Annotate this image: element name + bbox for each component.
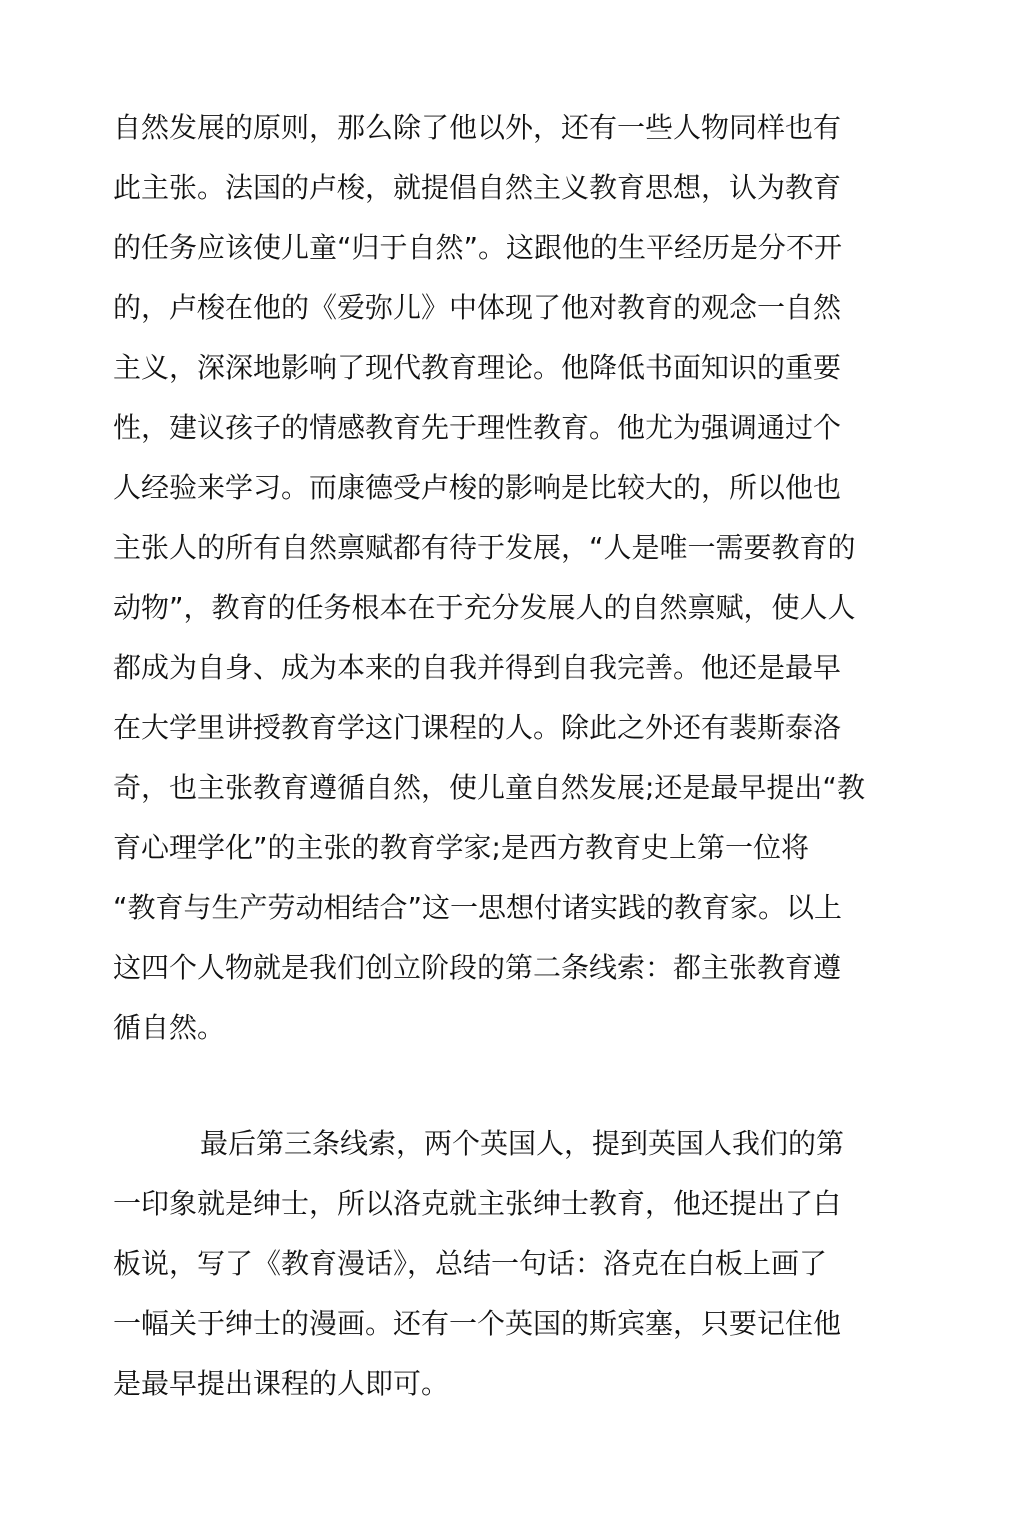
text-line: 一幅关于绅士的漫画。还有一个英国的斯宾塞，只要记住他 — [113, 1307, 842, 1340]
text-line: 主张人的所有自然禀赋都有待于发展，“人是唯一需要教育的 — [113, 531, 856, 564]
text-line: 奇，也主张教育遵循自然，使儿童自然发展;还是最早提出“教 — [113, 771, 865, 804]
text-line: 一印象就是绅士，所以洛克就主张绅士教育，他还提出了白 — [113, 1187, 842, 1220]
text-line: “教育与生产劳动相结合”这一思想付诸实践的教育家。以上 — [113, 891, 843, 924]
text-line: 动物”，教育的任务根本在于充分发展人的自然禀赋，使人人 — [113, 591, 856, 624]
text-line: 的任务应该使儿童“归于自然”。这跟他的生平经历是分不开 — [113, 231, 843, 264]
text-line: 自然发展的原则，那么除了他以外，还有一些人物同样也有 — [113, 111, 842, 144]
text-line: 最后第三条线索，两个英国人，提到英国人我们的第 — [200, 1127, 845, 1160]
text-line: 都成为自身、成为本来的自我并得到自我完善。他还是最早 — [113, 651, 842, 684]
text-line: 主义，深深地影响了现代教育理论。他降低书面知识的重要 — [113, 351, 842, 384]
text-line: 此主张。法国的卢梭，就提倡自然主义教育思想，认为教育 — [113, 171, 842, 204]
text-line: 在大学里讲授教育学这门课程的人。除此之外还有裴斯泰洛 — [113, 711, 842, 744]
text-line: 板说，写了《教育漫话》，总结一句话：洛克在白板上画了 — [113, 1247, 828, 1280]
text-line: 是最早提出课程的人即可。 — [113, 1367, 450, 1400]
text-line: 育心理学化”的主张的教育学家;是西方教育史上第一位将 — [113, 831, 809, 864]
text-line: 的，卢梭在他的《爱弥儿》中体现了他对教育的观念一自然 — [113, 291, 842, 324]
text-line: 性，建议孩子的情感教育先于理性教育。他尤为强调通过个 — [113, 411, 842, 444]
text-line: 这四个人物就是我们创立阶段的第二条线索：都主张教育遵 — [113, 951, 842, 984]
text-line: 循自然。 — [113, 1011, 226, 1044]
text-line: 人经验来学习。而康德受卢梭的影响是比较大的，所以他也 — [113, 471, 842, 504]
